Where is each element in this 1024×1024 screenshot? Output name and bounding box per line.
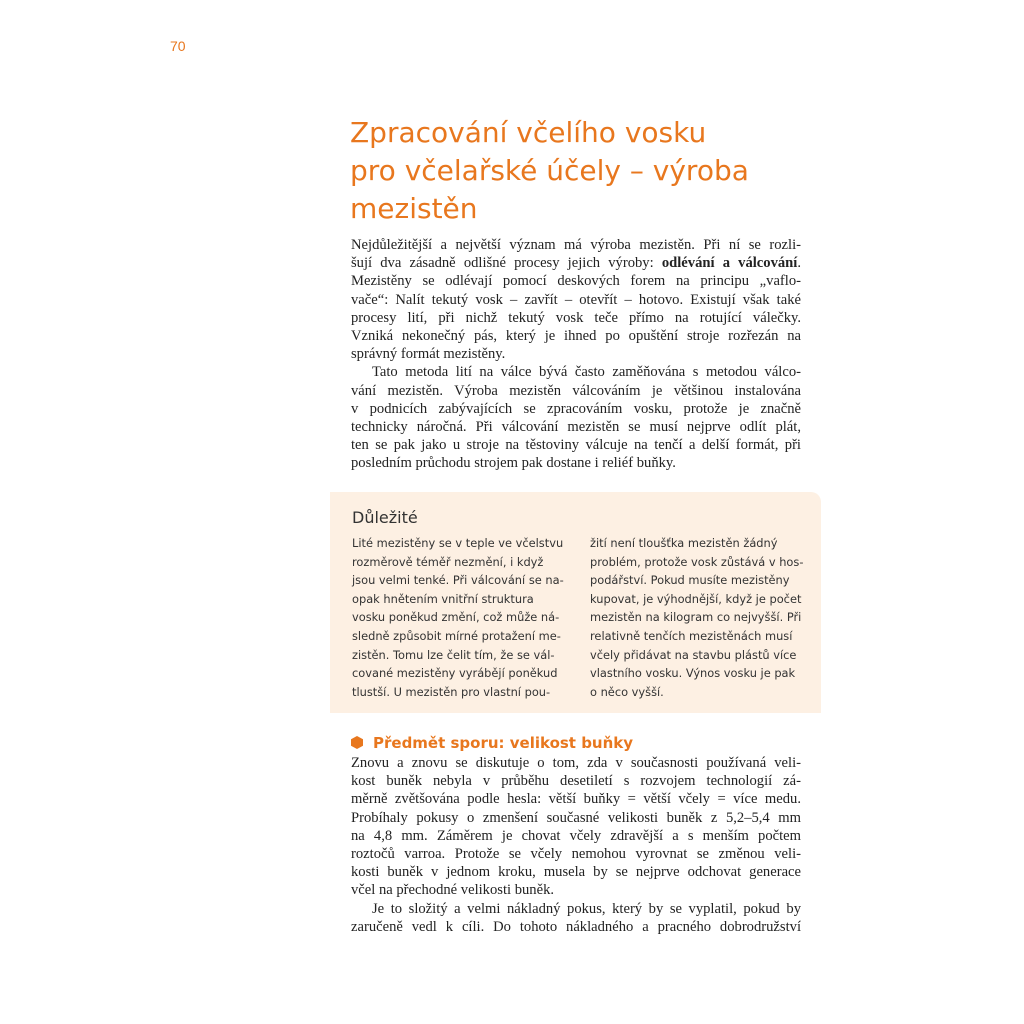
callout-line: mezistěn na kilogram co nejvyšší. Při [590,610,802,625]
text-line: na 4,8 mm. Záměrem je chovat včely zdravější a s menším počtem [351,827,801,844]
section-heading-text: Předmět sporu: velikost buňky [373,734,634,752]
callout-line: rozměrově téměř nezmění, i když [352,554,544,569]
paragraph [351,236,801,363]
callout-line: problém, protože vosk zůstává v hos- [590,554,804,569]
title-line: pro včelařské účely – výroba [350,154,749,187]
callout-line: opak hnětením vnitřní struktura [352,591,534,606]
text-line: posledním průchodu strojem pak dostane i reliéf buňky. [351,455,676,472]
callout-line: vosku poněkud změní, což může ná- [352,610,560,625]
text-line: Znovu a znovu se diskutuje o tom, zda v současnosti používaná veli- [351,755,801,771]
callout-column-left [352,534,562,701]
callout-line: o něco vyšší. [590,684,664,699]
text-run: . [797,255,801,272]
callout-line: cované mezistěny vyrábějí poněkud [352,666,558,681]
text-line: vání mezistěn. Výroba mezistěn válcováním je většinou instalována [351,382,801,399]
text-run: šují dva zásadně odlišné procesy jejich výroby: [351,255,662,272]
callout-line: žití není tloušťka mezistěn žádný [590,536,778,550]
text-line: včel na přechodné velikosti buněk. [351,882,555,899]
paragraph [351,900,801,936]
callout-line: relativně tenčích mezistěnách musí [590,628,793,643]
callout-line: Lité mezistěny se v teple ve včelstvu [352,536,564,550]
callout-line: zistěn. Tomu lze čelit tím, že se vál- [352,647,555,662]
callout-line: sledně způsobit mírné protažení me- [352,628,561,643]
text-line: kost buněk nebyla v průběhu desetiletí s rozvojem technologií zá- [351,773,801,790]
title-line: mezistěn [350,192,478,225]
paragraph [351,754,801,900]
emphasis-text: odlévání a válcování [661,255,798,272]
paragraph [351,363,801,472]
intro-text [351,236,801,473]
callout-column-right [590,534,804,701]
callout-line: vlastního vosku. Výnos vosku je pak [590,666,796,681]
text-line: Vzniká nekonečný pás, který je ihned po opuštění stroje rozřezán na [351,328,801,345]
page-number: 70 [170,38,186,54]
text-line: v podnicích zabývajících se zpracováním vosku, protože je značně [351,400,801,417]
callout-line: jsou velmi tenké. Při válcování se na- [352,573,564,588]
callout-line: kupovat, je výhodnější, když je počet [590,591,802,606]
section-text [351,754,801,936]
chapter-title [350,114,820,228]
callout-line: podářství. Pokud musíte mezistěny [590,573,790,588]
hexagon-bullet-icon [351,736,363,749]
callout-line: včely přidávat na stavbu plástů více [590,647,797,662]
text-line: Tato metoda lití na válce bývá často zaměňována s metodou válco- [372,364,801,381]
text-line [351,254,801,272]
text-line: Je to složitý a velmi nákladný pokus, který by se vyplatil, pokud by [372,900,801,917]
callout-line: tlustší. U mezistěn pro vlastní pou- [352,684,551,699]
callout-heading: Důležité [352,508,418,527]
text-line: zaručeně vedl k cíli. Do tohoto nákladného a pracného dobrodružství [351,918,801,935]
text-line: Probíhaly pokusy o zmenšení současné velikosti buněk z 5,2–5,4 mm [351,809,801,826]
text-line: vače“: Nalít tekutý vosk – zavřít – otevřít – hotovo. Existují však také [351,291,801,308]
title-line: Zpracování včelího vosku [350,116,707,149]
text-line: technicky náročná. Při válcování mezistěn se musí nejprve odlít plát, [351,419,801,436]
text-line: měrně zvětšována podle hesla: větší buňky = větší včely = více medu. [351,791,801,808]
text-line: Nejdůležitější a největší význam má výroba mezistěn. Při ní se rozli- [351,237,801,253]
text-line: kosti buněk v jednom kroku, musela by se nejprve odchovat generace [351,864,801,881]
text-line: Mezistěny se odlévají pomocí deskových forem na principu „vaflo- [351,273,801,290]
text-line: roztočů varroa. Protože se včely nemohou vyrovnat se změnou veli- [351,846,801,863]
section-heading [351,734,633,752]
text-line: správný formát mezistěny. [351,346,506,363]
text-line: procesy lití, při nichž tekutý vosk teče přímo na rotující válečky. [351,309,801,326]
text-line: ten se pak jako u stroje na těstoviny válcuje na tenčí a delší formát, při [351,437,801,454]
